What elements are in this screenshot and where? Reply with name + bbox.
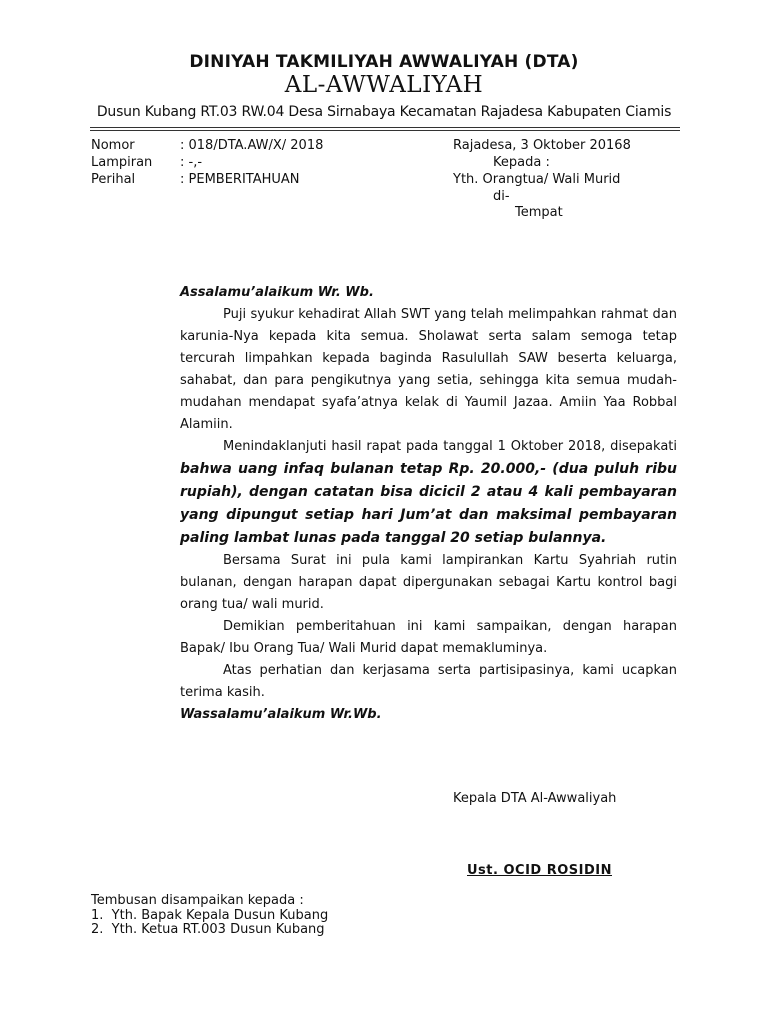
decision-intro: Menindaklanjuti hasil rapat pada tanggal 1 Oktober 2018, disepakati: [223, 439, 677, 454]
signatory-title: Kepala DTA Al-Awwaliyah: [453, 791, 617, 806]
letter-body: [180, 282, 677, 726]
lampiran-value: : -,-: [180, 155, 203, 170]
lampiran-label: Lampiran: [91, 155, 153, 170]
recipient-place: Tempat: [515, 205, 563, 220]
cc-heading: Tembusan disampaikan kepada :: [91, 893, 304, 908]
paragraph-thanks: Atas perhatian dan kerjasama serta partisipasinya, kami ucapkan terima kasih.: [180, 663, 677, 700]
school-name: AL-AWWALIYAH: [284, 72, 484, 98]
paragraph-opening: Puji syukur kehadirat Allah SWT yang telah melimpahkan rahmat dan karunia-Nya kepada kita semua. Sholawat serta salam semoga tetap tercurah limpahkan kepada baginda Rasulullah SAW beserta keluarga, sahabat, dan para pengikutnya yang setia, sehingga kita semua mudah-mudahan mendapat syafa’atnya kelak di Yaumil Jazaa. Amiin Yaa Robbal Alamiin.: [180, 307, 677, 432]
perihal-label: Perihal: [91, 172, 136, 187]
place-date: Rajadesa, 3 Oktober 20168: [453, 138, 631, 153]
perihal-value: PEMBERITAHUAN: [188, 172, 300, 187]
paragraph-decision: [180, 436, 677, 550]
perihal-row: [180, 171, 300, 188]
recipient-name: Yth. Orangtua/ Wali Murid: [453, 172, 621, 187]
cc-item: 2. Yth. Ketua RT.003 Dusun Kubang: [91, 922, 325, 937]
decision-highlight: bahwa uang infaq bulanan tetap Rp. 20.000,- (dua puluh ribu rupiah), dengan catatan bisa dicicil 2 atau 4 kali pembayaran yang dipungut setiap hari Jum’at dan maksimal pembayaran paling lambat lunas pada tanggal 20 setiap bulannya.: [180, 461, 677, 546]
school-address: Dusun Kubang RT.03 RW.04 Desa Sirnabaya Kecamatan Rajadesa Kabupaten Ciamis: [96, 104, 672, 120]
nomor-label: Nomor: [91, 138, 135, 153]
paragraph-attachment: Bersama Surat ini pula kami lampirankan Kartu Syahriah rutin bulanan, dengan harapan dapat dipergunakan sebagai Kartu kontrol bagi orang tua/ wali murid.: [180, 553, 677, 612]
kepada-label: Kepada :: [493, 155, 550, 170]
nomor-value: : 018/DTA.AW/X/ 2018: [180, 138, 324, 153]
header-divider-top: [90, 127, 680, 128]
greeting: Assalamu’alaikum Wr. Wb.: [180, 285, 374, 300]
perihal-colon: :: [180, 172, 189, 187]
recipient-di: di-: [493, 189, 510, 204]
cc-item: 1. Yth. Bapak Kepala Dusun Kubang: [91, 908, 329, 923]
closing-greeting: Wassalamu’alaikum Wr.Wb.: [180, 707, 382, 722]
institution-title: DINIYAH TAKMILIYAH AWWALIYAH (DTA): [189, 52, 579, 72]
header-divider-bottom: [90, 130, 680, 131]
paragraph-closing-note: Demikian pemberitahuan ini kami sampaikan, dengan harapan Bapak/ Ibu Orang Tua/ Wali Murid dapat memakluminya.: [180, 619, 677, 656]
signatory-name: Ust. OCID ROSIDIN: [467, 863, 612, 878]
